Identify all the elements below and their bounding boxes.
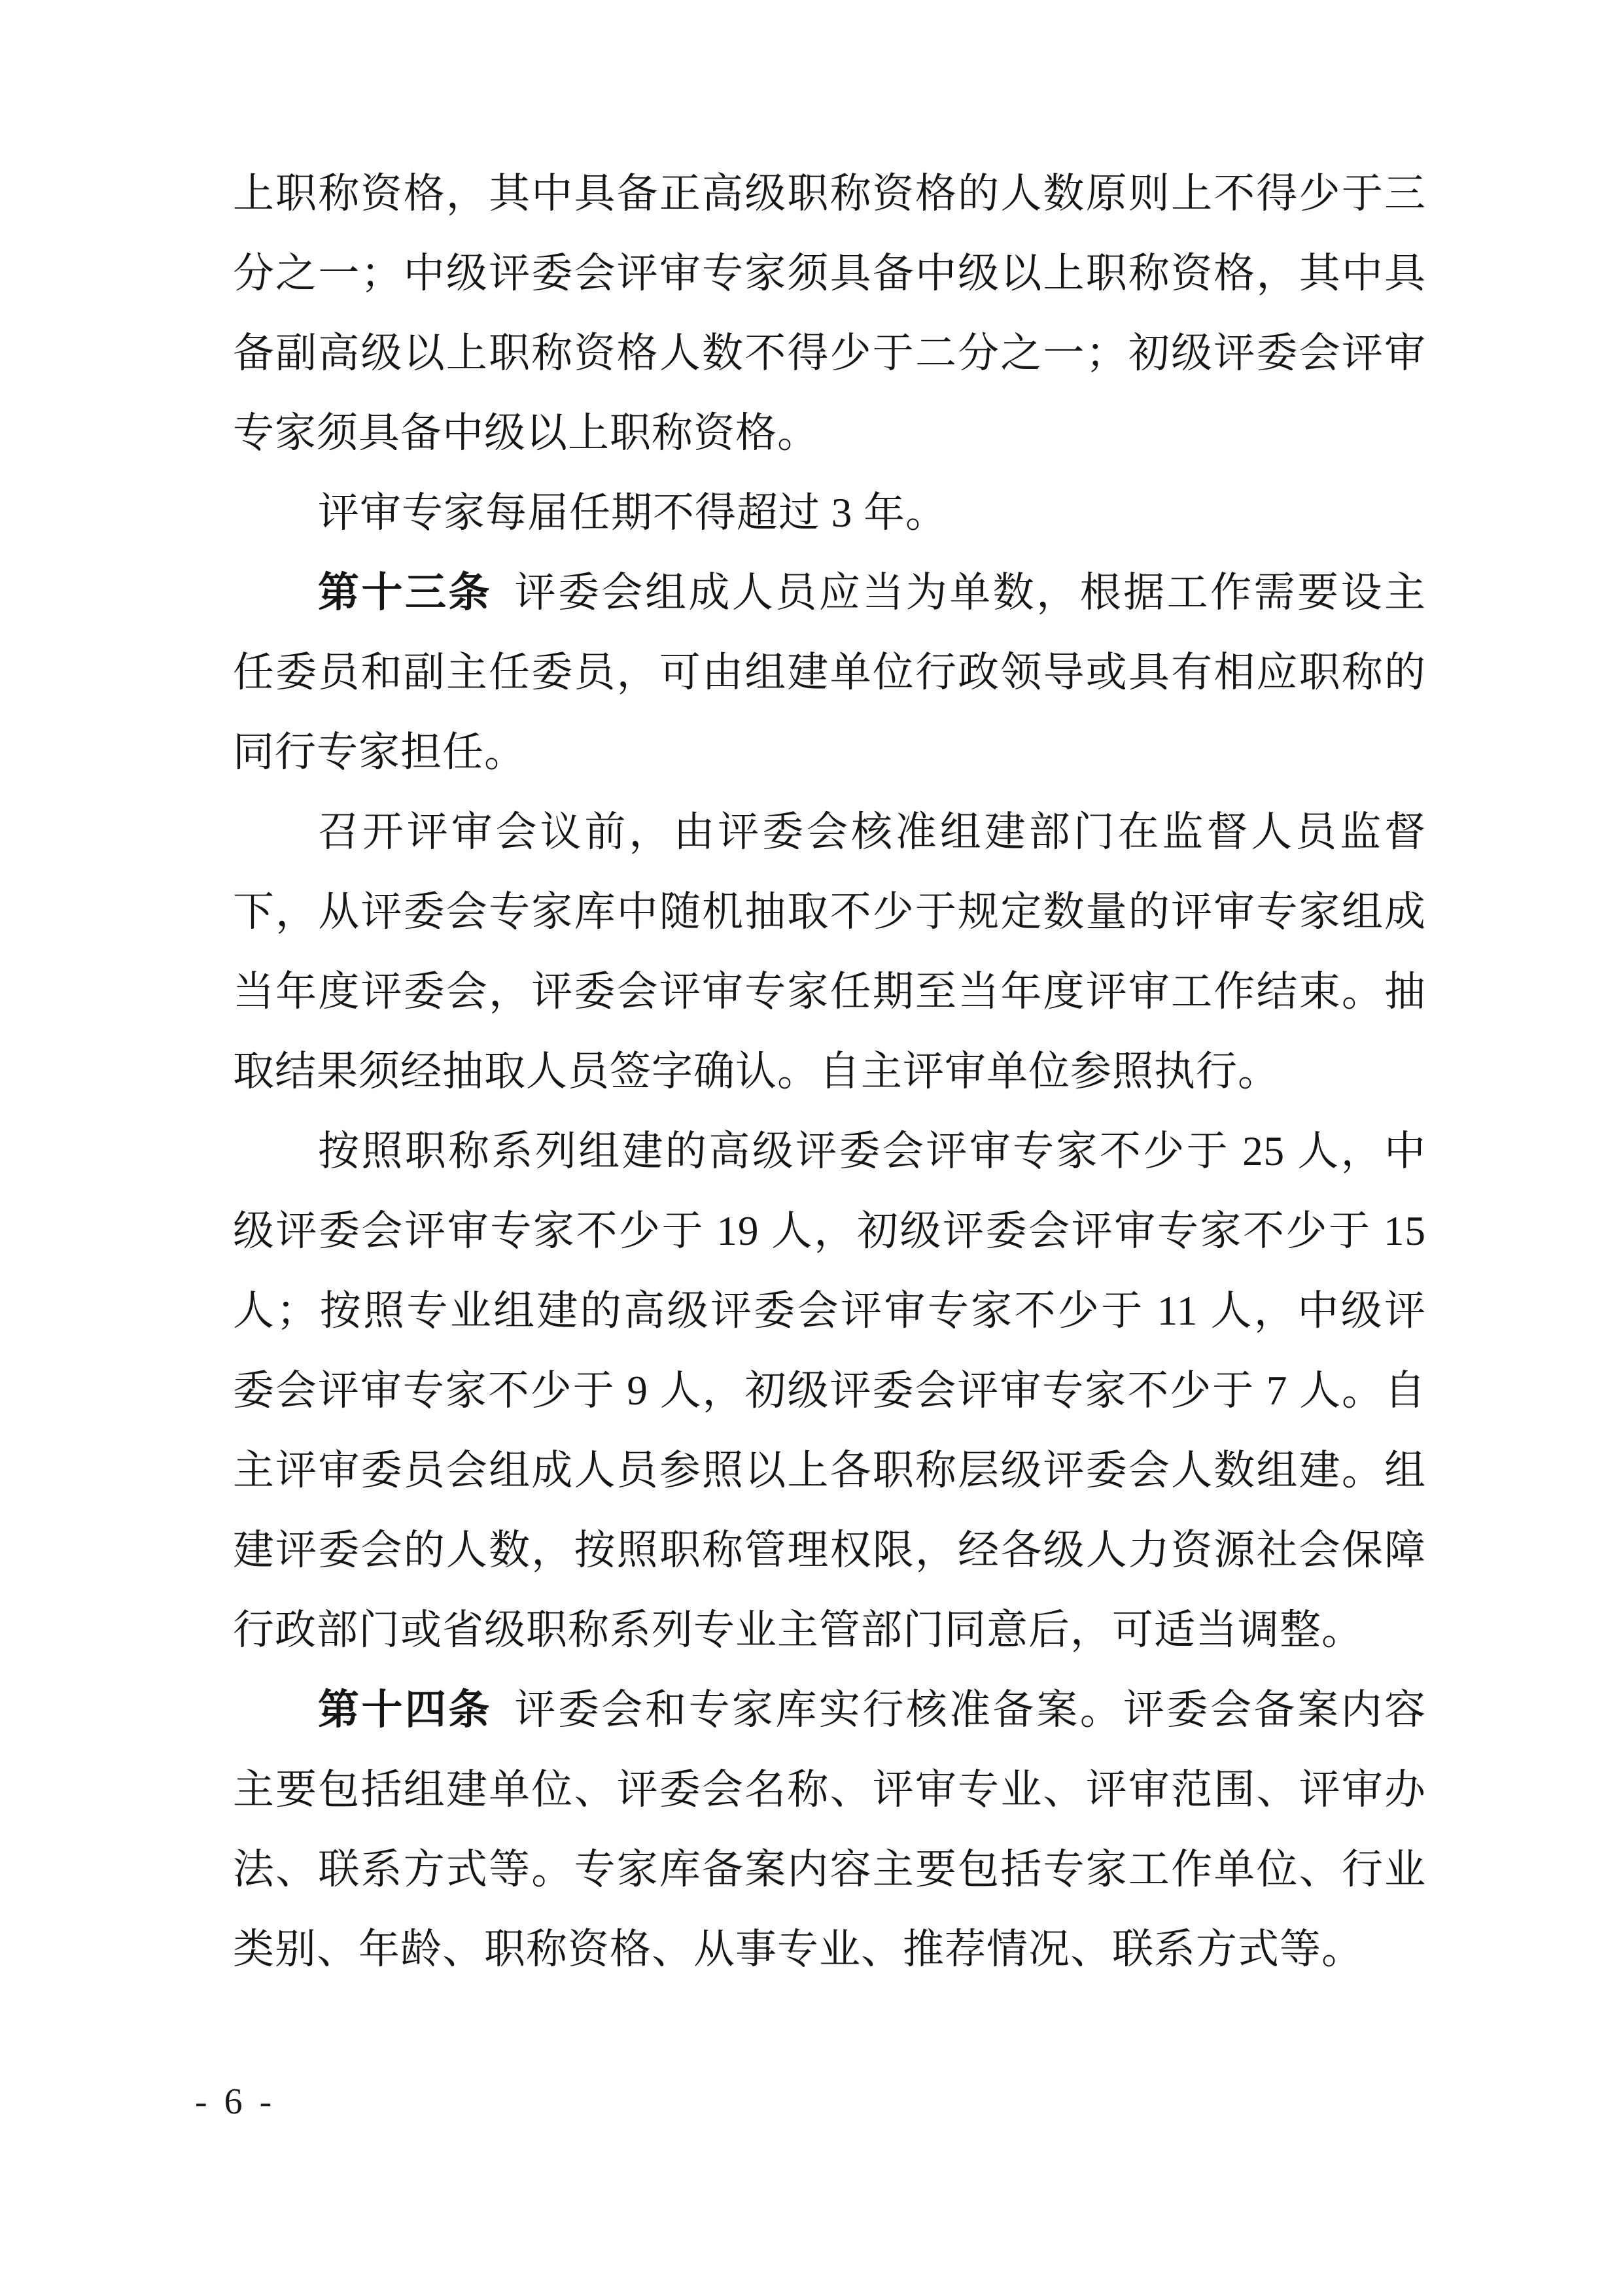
text-line [233, 872, 1426, 952]
line-text: 类别、年龄、职称资格、从事专业、推荐情况、联系方式等。 [233, 1926, 1363, 1972]
text-line [233, 712, 1426, 792]
line-text: 主要包括组建单位、评委会名称、评审专业、评审范围、评审办 [233, 1767, 1426, 1813]
text-line [233, 313, 1426, 393]
text-line [233, 1271, 1426, 1351]
line-text: 评委会组成人员应当为单数，根据工作需要设主 [514, 570, 1426, 616]
line-text: 取结果须经抽取人员签字确认。自主评审单位参照执行。 [233, 1049, 1280, 1094]
line-text: 分之一；中级评委会评审专家须具备中级以上职称资格，其中具 [233, 251, 1426, 296]
text-line [233, 393, 1426, 473]
line-text: 评审专家每届任期不得超过 3 年。 [318, 490, 947, 536]
line-text: 同行专家担任。 [233, 729, 526, 775]
line-text: 级评委会评审专家不少于 19 人，初级评委会评审专家不少于 15 [233, 1208, 1426, 1254]
text-line [233, 952, 1426, 1032]
line-text: 主评审委员会组成人员参照以上各职称层级评委会人数组建。组 [233, 1448, 1426, 1493]
line-text: 评委会和专家库实行核准备案。评委会备案内容 [514, 1687, 1426, 1733]
line-text: 上职称资格，其中具备正高级职称资格的人数原则上不得少于三 [233, 171, 1426, 217]
line-text: 行政部门或省级职称系列专业主管部门同意后，可适当调整。 [233, 1607, 1363, 1653]
line-text: 当年度评委会，评委会评审专家任期至当年度评审工作结束。抽 [233, 969, 1426, 1015]
line-text: 建评委会的人数，按照职称管理权限，经各级人力资源社会保障 [233, 1527, 1426, 1573]
article-number: 第十四条 [318, 1687, 492, 1733]
text-line [233, 1830, 1426, 1909]
text-line [233, 473, 1426, 553]
text-line [233, 1510, 1426, 1590]
document-text [233, 154, 1426, 1989]
text-line [233, 1590, 1426, 1670]
line-text: 召开评审会议前，由评委会核准组建部门在监督人员监督 [318, 809, 1426, 855]
text-line [233, 792, 1426, 872]
text-line [233, 1032, 1426, 1111]
line-text: 委会评审专家不少于 9 人，初级评委会评审专家不少于 7 人。自 [233, 1368, 1426, 1414]
text-line [233, 234, 1426, 313]
text-line [233, 1191, 1426, 1271]
line-text: 法、联系方式等。专家库备案内容主要包括专家工作单位、行业 [233, 1847, 1426, 1892]
article-number: 第十三条 [318, 570, 492, 616]
page-number-label: - 6 - [195, 2081, 276, 2122]
text-line [233, 1431, 1426, 1510]
text-line [233, 1670, 1426, 1750]
line-text: 专家须具备中级以上职称资格。 [233, 410, 819, 456]
line-text: 人；按照专业组建的高级评委会评审专家不少于 11 人，中级评 [233, 1288, 1426, 1334]
line-text: 按照职称系列组建的高级评委会评审专家不少于 25 人，中 [318, 1128, 1426, 1174]
text-line [233, 1909, 1426, 1989]
text-line [233, 1351, 1426, 1431]
text-line [233, 633, 1426, 712]
text-line [233, 553, 1426, 633]
line-text: 任委员和副主任委员，可由组建单位行政领导或具有相应职称的 [233, 650, 1426, 695]
text-line [233, 154, 1426, 234]
text-line [233, 1750, 1426, 1830]
text-line [233, 1111, 1426, 1191]
line-text: 下，从评委会专家库中随机抽取不少于规定数量的评审专家组成 [233, 889, 1426, 935]
line-text: 备副高级以上职称资格人数不得少于二分之一；初级评委会评审 [233, 330, 1426, 376]
